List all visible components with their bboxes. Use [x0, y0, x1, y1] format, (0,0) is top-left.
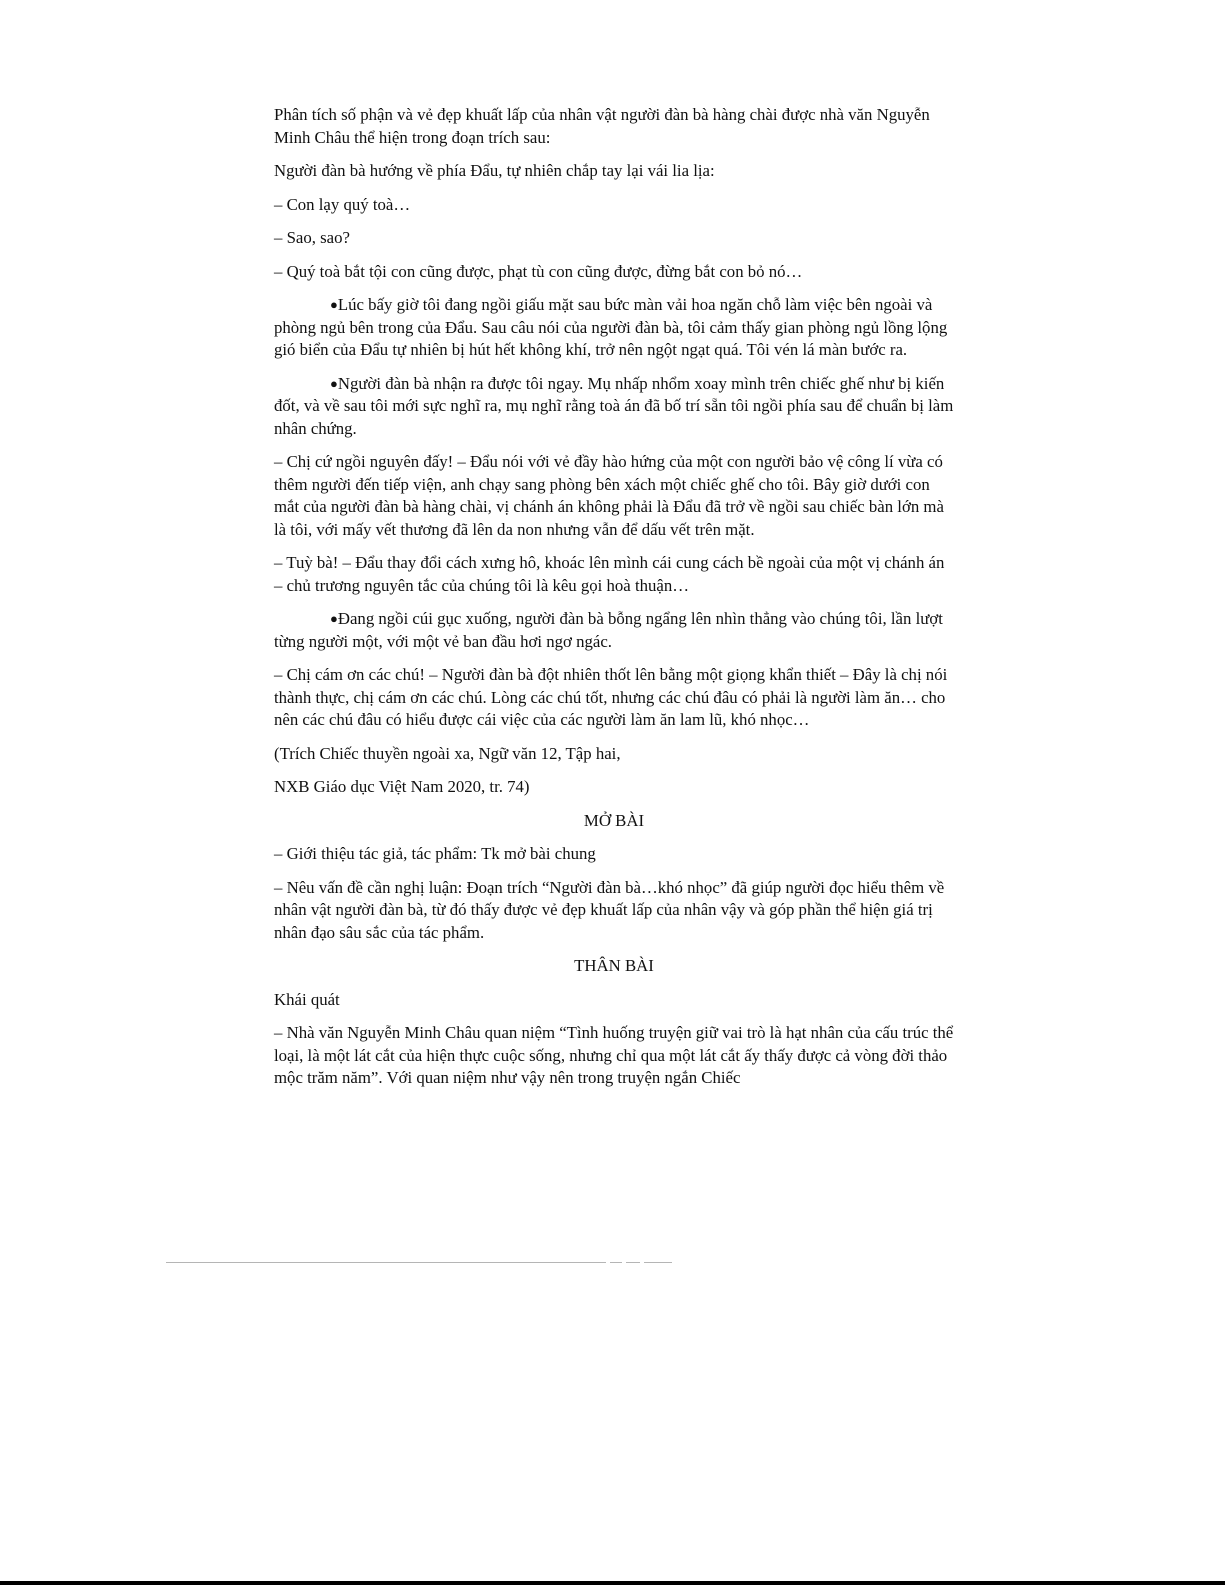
than-bai-point: – Nhà văn Nguyễn Minh Châu quan niệm “Tình huống truyện giữ vai trò là hạt nhân của cấu trúc thể loại, là một lát cắt của hiện thực cuộc sống, nhưng chỉ qua một lát cắt ấy thấy được cả vòng đời thảo mộc trăm năm”. Với quan niệm như vậy nên trong truyện ngắn Chiếc — [274, 1023, 954, 1087]
mo-bai-point: – Nêu vấn đề cần nghị luận: Đoạn trích “Người đàn bà…khó nhọc” đã giúp người đọc hiểu thêm về nhân vật người đàn bà, từ đó thấy được vẻ đẹp khuất lấp của nhân vậy và góp phần thể hiện giá trị nhân đạo sâu sắc của tác phẩm. — [274, 877, 945, 942]
bullet-icon: ● — [330, 297, 338, 312]
footer-divider — [166, 1262, 606, 1263]
excerpt-line: – Con lạy quý toà… — [274, 194, 411, 214]
section-heading-mo-bai: MỞ BÀI — [583, 810, 645, 830]
bullet-paragraph — [274, 608, 954, 653]
excerpt-line: – Sao, sao? — [274, 228, 350, 247]
source-citation: NXB Giáo dục Việt Nam 2020, tr. 74) — [274, 777, 530, 796]
bullet-paragraph — [274, 373, 954, 441]
excerpt-paragraph: – Tuỳ bà! – Đẩu thay đổi cách xưng hô, khoác lên mình cái cung cách bề ngoài của một vị chánh án – chủ trương nguyên tắc của chúng tôi là kêu gọi hoà thuận… — [274, 553, 945, 595]
mo-bai-point: – Giới thiệu tác giả, tác phẩm: Tk mở bài chung — [274, 844, 596, 863]
subheading-khai-quat: Khái quát — [274, 989, 340, 1009]
bullet-text: Lúc bấy giờ tôi đang ngồi giấu mặt sau bức màn vải hoa ngăn chỗ làm việc bên ngoài và phòng ngủ bên trong của Đẩu. Sau câu nói của người đàn bà, tôi cảm thấy gian phòng ngủ lồng lộng gió biển của Đẩu tự nhiên bị hút hết không khí, trở nên ngột ngạt quá. Tôi vén lá màn bước ra. — [274, 295, 948, 359]
bullet-icon: ● — [330, 375, 338, 391]
excerpt-line: – Quý toà bắt tội con cũng được, phạt tù con cũng được, đừng bắt con bỏ nó… — [274, 261, 803, 281]
footer-divider-dash — [644, 1262, 672, 1263]
footer-divider-dash — [626, 1262, 640, 1263]
page-bottom-edge — [0, 1581, 1225, 1585]
footer-divider-dash — [610, 1262, 622, 1263]
excerpt-line: Người đàn bà hướng về phía Đẩu, tự nhiên chắp tay lại vái lia lịa: — [274, 161, 715, 180]
source-citation: (Trích Chiếc thuyền ngoài xa, Ngữ văn 12, Tập hai, — [274, 743, 621, 763]
essay-prompt: Phân tích số phận và vẻ đẹp khuất lấp của nhân vật người đàn bà hàng chài được nhà văn Nguyễn Minh Châu thể hiện trong đoạn trích sau: — [274, 105, 930, 147]
bullet-text: Người đàn bà nhận ra được tôi ngay. Mụ nhấp nhổm xoay mình trên chiếc ghế như bị kiến đốt, và về sau tôi mới sực nghĩ ra, mụ nghĩ rằng toà án đã bố trí sẵn tôi ngồi phía sau để chuẩn bị làm nhân chứng. — [274, 373, 954, 438]
excerpt-paragraph: – Chị cám ơn các chú! – Người đàn bà đột nhiên thốt lên bằng một giọng khẩn thiết – Đây là chị nói thành thực, chị cám ơn các chú. Lòng các chú tốt, nhưng các chú đâu có phải là người làm ăn… cho nên các chú đâu có hiểu được cái việc của các người làm ăn lam lũ, khó nhọc… — [274, 665, 948, 729]
excerpt-paragraph: – Chị cứ ngồi nguyên đấy! – Đẩu nói với vẻ đầy hào hứng của một con người bảo vệ công lí vừa có thêm người đến tiếp viện, anh chạy sang phòng bên xách một chiếc ghế cho tôi. Bây giờ dưới con mắt của người đàn bà hàng chài, vị chánh án không phải là Đẩu đã trở về ngồi sau chiếc bàn lớn mà là tôi, với mấy vết thương đã lên da non nhưng vẫn để dấu vết trên mặt. — [274, 452, 944, 539]
bullet-paragraph — [274, 294, 954, 362]
bullet-text: Đang ngồi cúi gục xuống, người đàn bà bỗng ngẩng lên nhìn thẳng vào chúng tôi, lần lượt từng người một, với một vẻ ban đầu hơi ngơ ngác. — [274, 609, 943, 651]
section-heading-than-bai: THÂN BÀI — [574, 956, 654, 975]
bullet-icon: ● — [330, 611, 338, 626]
document-page — [274, 104, 954, 1101]
